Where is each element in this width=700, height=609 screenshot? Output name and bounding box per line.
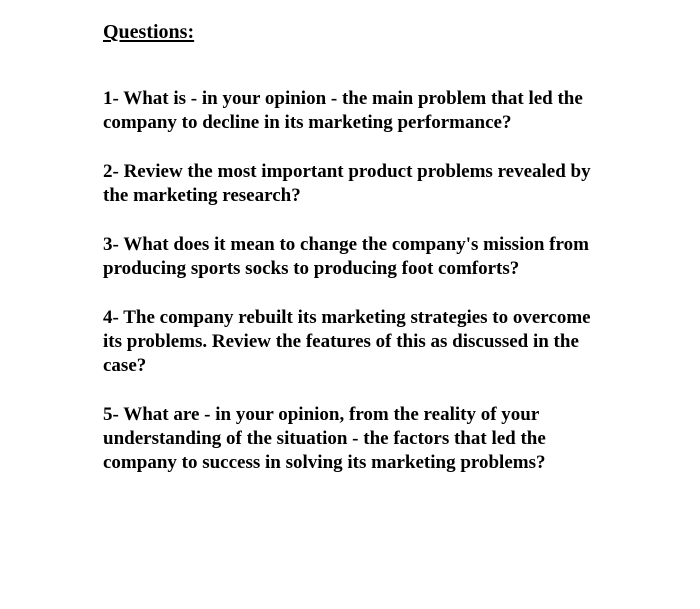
question-item-2: 2- Review the most important product problems revealed by the marketing research? — [103, 161, 591, 206]
questions-heading: Questions: — [103, 21, 195, 43]
question-list — [103, 87, 693, 475]
question-item-1: 1- What is - in your opinion - the main problem that led the company to decline in its marketing performance? — [103, 88, 583, 133]
question-item-3: 3- What does it mean to change the company's mission from producing sports socks to producing foot comforts? — [103, 234, 589, 279]
question-item-5: 5- What are - in your opinion, from the reality of your understanding of the situation - the factors that led the company to success in solving its marketing problems? — [103, 404, 546, 473]
document-page — [103, 20, 693, 500]
question-item-4: 4- The company rebuilt its marketing strategies to overcome its problems. Review the features of this as discussed in the case? — [103, 307, 591, 376]
